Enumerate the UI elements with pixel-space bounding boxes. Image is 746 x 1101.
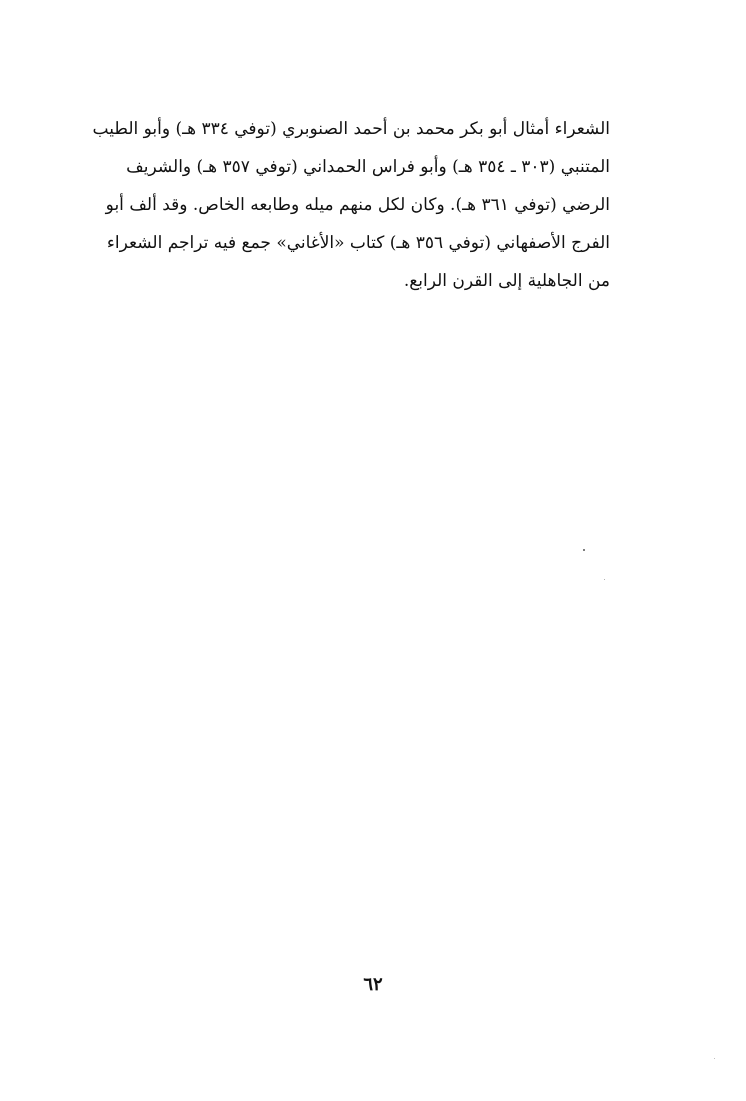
body-paragraph — [54, 110, 610, 300]
paragraph-line: من الجاهلية إلى القرن الرابع. — [403, 271, 610, 291]
page-number: ٦٢ — [363, 974, 383, 995]
paragraph-line: الفرج الأصفهاني (توفي ٣٥٦ هـ) كتاب «الأغاني» جمع فيه تراجم الشعراء — [106, 233, 610, 253]
scan-speck — [583, 549, 585, 551]
paragraph-line: المتنبي (٣٠٣ ـ ٣٥٤ هـ) وأبو فراس الحمداني (توفي ٣٥٧ هـ) والشريف — [126, 157, 610, 177]
paragraph-line: الرضي (توفي ٣٦١ هـ). وكان لكل منهم ميله وطابعه الخاص. وقد ألف أبو — [105, 195, 610, 215]
paragraph-line: الشعراء أمثال أبو بكر محمد بن أحمد الصنوبري (توفي ٣٣٤ هـ) وأبو الطيب — [92, 119, 610, 139]
scan-speck — [604, 579, 605, 580]
scan-speck — [714, 1058, 715, 1059]
